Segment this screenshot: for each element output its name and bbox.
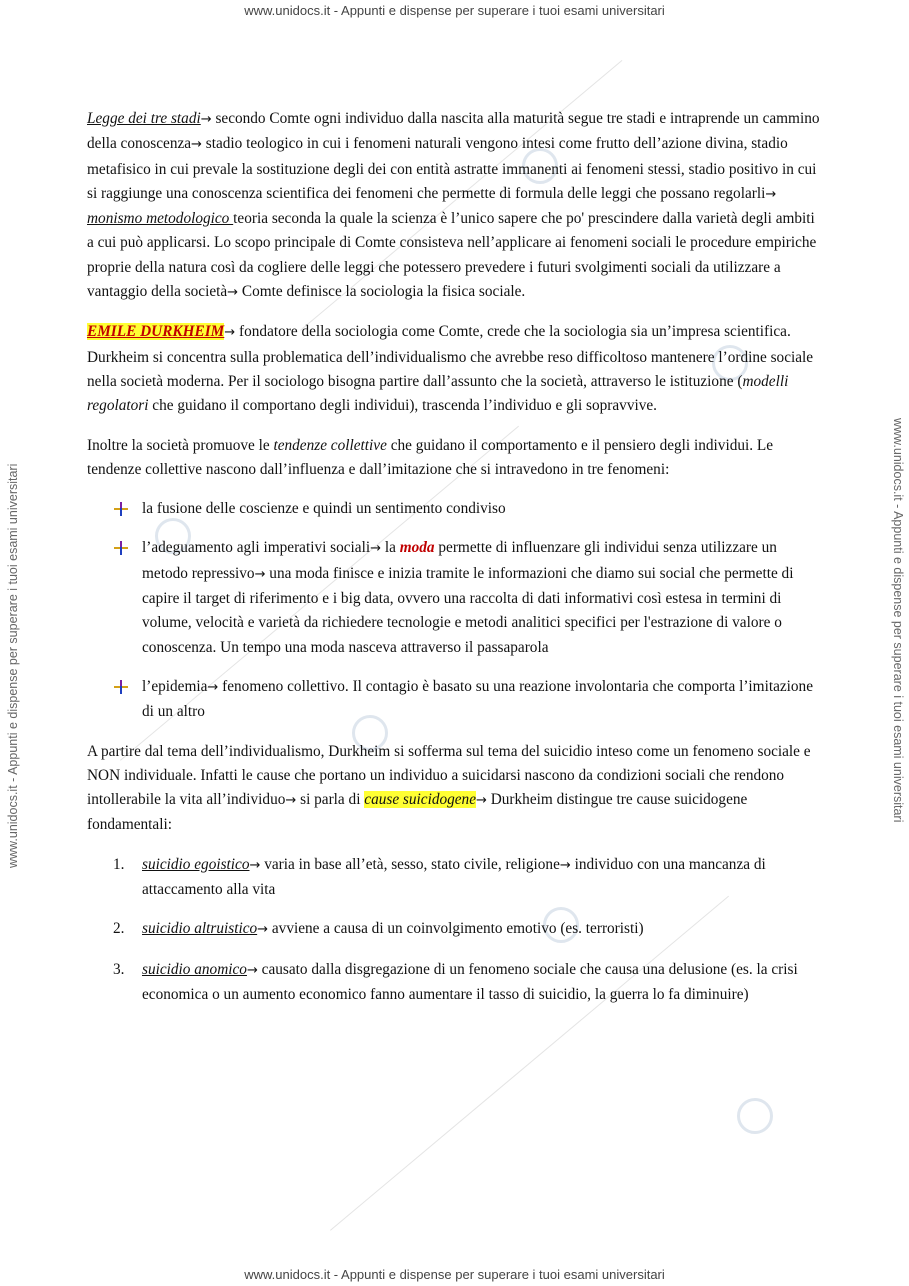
watermark-logo-icon: [737, 1098, 773, 1134]
arrow-icon: →: [224, 325, 236, 341]
watermark-bottom: www.unidocs.it - Appunti e dispense per superare i tuoi esami universitari: [244, 1267, 665, 1282]
arrow-icon: →: [249, 857, 261, 873]
term-modelli-regolatori: modelli regolatori: [87, 372, 789, 415]
arrow-icon: →: [246, 962, 258, 978]
arrow-icon: →: [285, 793, 297, 809]
document-body: [87, 107, 822, 1022]
bullet-icon: [114, 541, 128, 555]
arrow-icon: →: [257, 922, 269, 938]
list-item: l’adeguamento agli imperativi sociali→ la moda permette di influenzare gli individui senza utilizzare un metodo repressivo→ una moda finisce e inizia tramite le informazioni che diamo sui social che permette di capire il target di riferimento e i big data, ovvero una raccolta di dati informativi così estesa in termini di volume, velocità e varietà da richiedere tecnologie e metodi analitici specifici per l'estrazione di valore o conoscenza. Un tempo una moda nasceva attraverso il passaparola: [87, 536, 822, 659]
bullet-icon: [114, 502, 128, 516]
bullet-list: [87, 497, 822, 724]
term-suicidio-altruistico: suicidio altruistico: [142, 920, 258, 938]
arrow-icon: →: [765, 186, 777, 202]
paragraph-durkheim: EMILE DURKHEIM→ fondatore della sociologia come Comte, crede che la sociologia sia un’impresa scientifica. Durkheim si concentra sulla problematica dell’individualismo che avrebbe reso difficoltoso mantenere l’ordine sociale nella società moderna. Per il sociologo bisogna partire dall’assunto che la società, attraverso le istituzione (modelli regolatori che guidano il comportano degli individui), trascenda l’individuo e gli sopravvive.: [87, 323, 814, 415]
list-item: 3. suicidio anomico→ causato dalla disgregazione di un fenomeno sociale che causa una delusione (es. la crisi economica o un aumento economico fanno aumentare il tasso di suicidio, la guerra lo fa diminuire): [113, 960, 798, 1003]
list-item: 1. suicidio egoistico→ varia in base all’età, sesso, stato civile, religione→ individuo con una mancanza di attaccamento alla vita: [113, 855, 766, 899]
term-tendenze-collettive: tendenze collettive: [273, 436, 387, 454]
paragraph-suicidio: A partire dal tema dell’individualismo, Durkheim si sofferma sul tema del suicidio inteso come un fenomeno sociale e NON individuale. Infatti le cause che portano un individuo a suicidarsi nascono da condizioni sociali che rendono intollerabile la vita all’individuo→ si parla di cause suicidogene→ Durkheim distingue tre cause suicidogene fondamentali:: [87, 742, 811, 834]
term-moda: moda: [399, 539, 435, 557]
arrow-icon: →: [254, 566, 266, 582]
watermark-right: www.unidocs.it - Appunti e dispense per superare i tuoi esami universitari: [891, 418, 905, 823]
arrow-icon: →: [559, 857, 571, 873]
term-legge-tre-stadi: Legge dei tre stadi: [87, 110, 201, 127]
term-suicidio-egoistico: suicidio egoistico: [142, 855, 250, 873]
watermark-top: www.unidocs.it - Appunti e dispense per superare i tuoi esami universitari: [244, 3, 665, 18]
term-suicidio-anomico: suicidio anomico: [142, 960, 247, 978]
list-item: l’epidemia→ fenomeno collettivo. Il contagio è basato su una reazione involontaria che comporta l’imitazione di un altro: [87, 675, 822, 725]
term-cause-suicidogene: cause suicidogene: [364, 791, 476, 809]
arrow-icon: →: [200, 112, 212, 127]
heading-durkheim: EMILE DURKHEIM: [87, 323, 225, 341]
arrow-icon: →: [191, 137, 202, 153]
arrow-icon: →: [476, 793, 487, 809]
numbered-list: [87, 853, 822, 1007]
list-item: la fusione delle coscienze e quindi un sentimento condiviso: [87, 497, 822, 521]
watermark-left: www.unidocs.it - Appunti e dispense per superare i tuoi esami universitari: [6, 463, 20, 868]
list-item: 2. suicidio altruistico→ avviene a causa di un coinvolgimento emotivo (es. terroristi): [113, 920, 644, 938]
arrow-icon: →: [207, 679, 219, 695]
term-monismo: monismo metodologico: [87, 210, 234, 228]
bullet-icon: [114, 680, 128, 694]
paragraph-tendenze: Inoltre la società promuove le tendenze collettive che guidano il comportamento e il pensiero degli individui. Le tendenze collettive nascono dall’influenza e dall’imitazione che si intravedono in tre fenomeni:: [87, 436, 774, 478]
arrow-icon: →: [227, 285, 239, 301]
paragraph-comte: Legge dei tre stadi→ secondo Comte ogni individuo dalla nascita alla maturità segue tre stadi e intraprende un cammino della conoscenza→ stadio teologico in cui i fenomeni naturali vengono intesi come frutto dell’azione divina, stadio metafisico in cui prevale la sostituzione degli dei con entità astratte immanenti ai fenomeni stessi, stadio positivo in cui si raggiunge una conoscenza scientifica dei fenomeni che permette di formula delle leggi che possano regolarli→ monismo metodologico teoria seconda la quale la scienza è l’unico sapere che po' prescindere dalla varietà degli ambiti a cui può applicarsi. Lo scopo principale di Comte consisteva nell’applicare ai fenomeni sociali le procedure empiriche proprie della natura così da cogliere delle leggi che potessero prevedere i futuri svolgimenti sociali da utilizzare a vantaggio della società→ Comte definisce la sociologia la fisica sociale.: [87, 110, 820, 301]
arrow-icon: →: [370, 541, 382, 557]
